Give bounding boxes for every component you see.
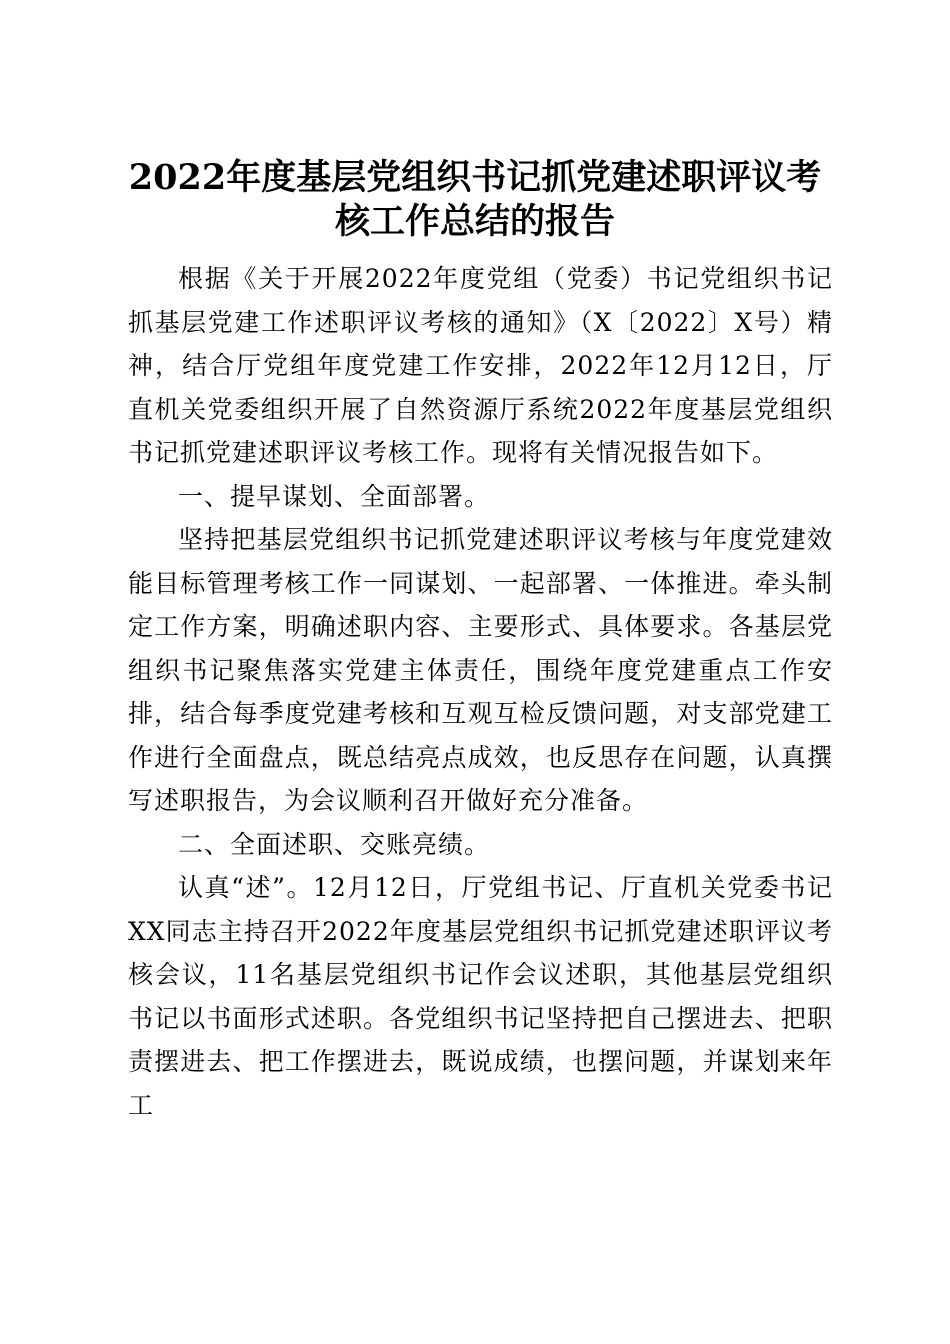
paragraph-section-1: 坚持把基层党组织书记抓党建述职评议考核与年度党建效能目标管理考核工作一同谋划、一起部署、一体推进。牵头制定工作方案，明确述职内容、主要形式、具体要求。各基层党组织书记聚焦落实党建主体责任，围绕年度党建重点工作安排，结合每季度党建考核和互观互检反馈问题，对支部党建工作进行全面盘点，既总结亮点成效，也反思存在问题，认真撰写述职报告，为会议顺利召开做好充分准备。	[128, 525, 833, 815]
paragraph-intro: 根据《关于开展2022年度党组（党委）书记党组织书记抓基层党建工作述职评议考核的通知》（X〔2022〕X号）精神，结合厅党组年度党建工作安排，2022年12月12日，厅直机关党委组织开展了自然资源厅系统2022年度基层党组织书记抓党建述职评议考核工作。现将有关情况报告如下。	[128, 264, 833, 467]
section-heading-1: 一、提早谋划、全面部署。	[178, 481, 491, 511]
section-heading-2: 二、全面述职、交账亮绩。	[178, 829, 491, 859]
title-line-2: 核工作总结的报告	[334, 201, 615, 242]
title-line-1: 2022年度基层党组织书记抓党建述职评议考	[128, 157, 822, 198]
paragraph-section-2: 认真“述”。12月12日，厅党组书记、厅直机关党委书记XX同志主持召开2022年度基层党组织书记抓党建述职评议考核会议，11名基层党组织书记作会议述职，其他基层党组织书记以书面形式述职。各党组织书记坚持把自己摆进去、把职责摆进去、把工作摆进去，既说成绩，也摆问题，并谋划来年工	[128, 873, 833, 1120]
document-title	[120, 156, 830, 244]
document-body	[128, 257, 833, 1127]
